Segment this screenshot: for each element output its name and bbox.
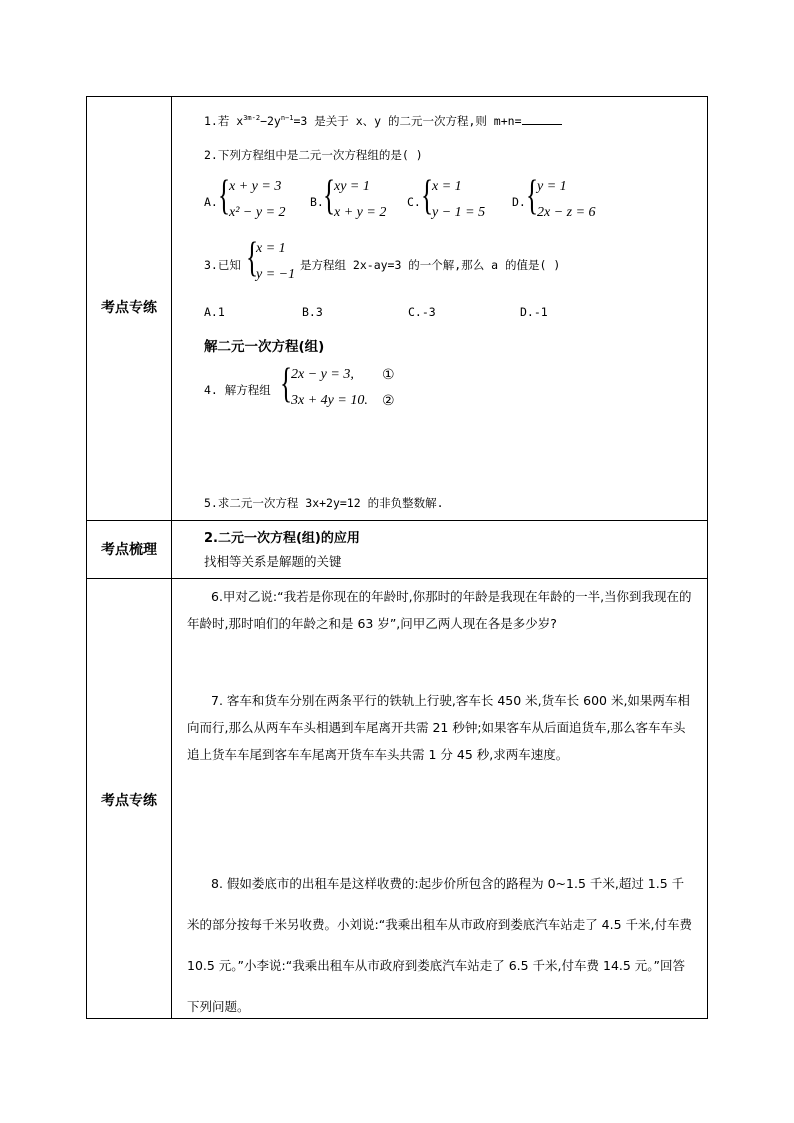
choice-d: D.-1 (520, 305, 548, 319)
row-label-practice-2: 考点专练 (101, 793, 157, 809)
row-label-practice-1: 考点专练 (101, 300, 157, 316)
practice-cell-2 (172, 579, 707, 1020)
question-7: 7. 客车和货车分别在两条平行的铁轨上行驶,客车长 450 米,货车长 600 米,如果两车相向而行,那么从两车车头相遇到车尾离开共需 21 秒钟;如果客车从后面追货车,那么客车车头追上货车车尾到客车车尾离开货车车头共需 1 分 45 秒,求两车速度。 (187, 693, 690, 762)
question-2-stem: 2.下列方程组中是二元一次方程组的是( ) (204, 148, 423, 162)
summary-title: 2.二元一次方程(组)的应用 (204, 531, 360, 546)
question-6: 6.甲对乙说:“我若是你现在的年龄时,你那时的年龄是我现在年龄的一半,当你到我现在的年龄时,那时咱们的年龄之和是 63 岁”,问甲乙两人现在各是多少岁? (187, 589, 692, 631)
question-1: 1.若 $x^{3m-2}-2y^{n-1}=3$ 是关于 x、y 的二元一次方程,则 m+n= (204, 113, 562, 129)
practice-cell-1: 1.若 $x^{3m-2}-2y^{n-1}=3$ 是关于 x、y 的二元一次方程,则 m+n= 2.下列方程组中是二元一次方程组的是( ) A. { x + y = 3 x² − y = 2 B. { xy = 1 x + y = 2 C. { x = 1 y − 1 = 5 D. { y = 1 2x − z = 6 3.已知 { x = 1 y = −1 是方程组 2x-ay=3 的一个解,那么 a 的值是( ) A.1 B.3 C.-3 D.-1 解二元一次方程(组) 4. 解方程组 { 2x − y = 3, 3x + 4y = 10. ① ② 5.求二元一次方程 3x+2y=12 的非负整数解. (204, 114, 596, 510)
question-5: 5.求二元一次方程 3x+2y=12 的非负整数解. (204, 496, 444, 510)
choice-c: C.-3 (408, 305, 436, 319)
marker-2: ② (382, 393, 395, 409)
choice-a: A.1 (204, 305, 225, 319)
answer-blank[interactable] (522, 114, 562, 125)
row-label-summary: 考点梳理 (101, 542, 157, 558)
choice-b: B.3 (302, 305, 323, 319)
section-heading: 解二元一次方程(组) (204, 339, 325, 355)
question-8: 8. 假如娄底市的出租车是这样收费的:起步价所包含的路程为 0~1.5 千米,超过 1.5 千米的部分按每千米另收费。小刘说:“我乘出租车从市政府到娄底汽车站走了 4.5 千米,付车费 10.5 元。”小李说:“我乘出租车从市政府到娄底汽车站走了 6.5 千米,付车费 14.5 元。”回答下列问题。 (187, 876, 692, 1014)
marker-1: ① (382, 367, 395, 383)
summary-cell (172, 521, 707, 578)
summary-text: 找相等关系是解题的关键 (204, 554, 342, 569)
exercise-table (86, 96, 708, 1019)
